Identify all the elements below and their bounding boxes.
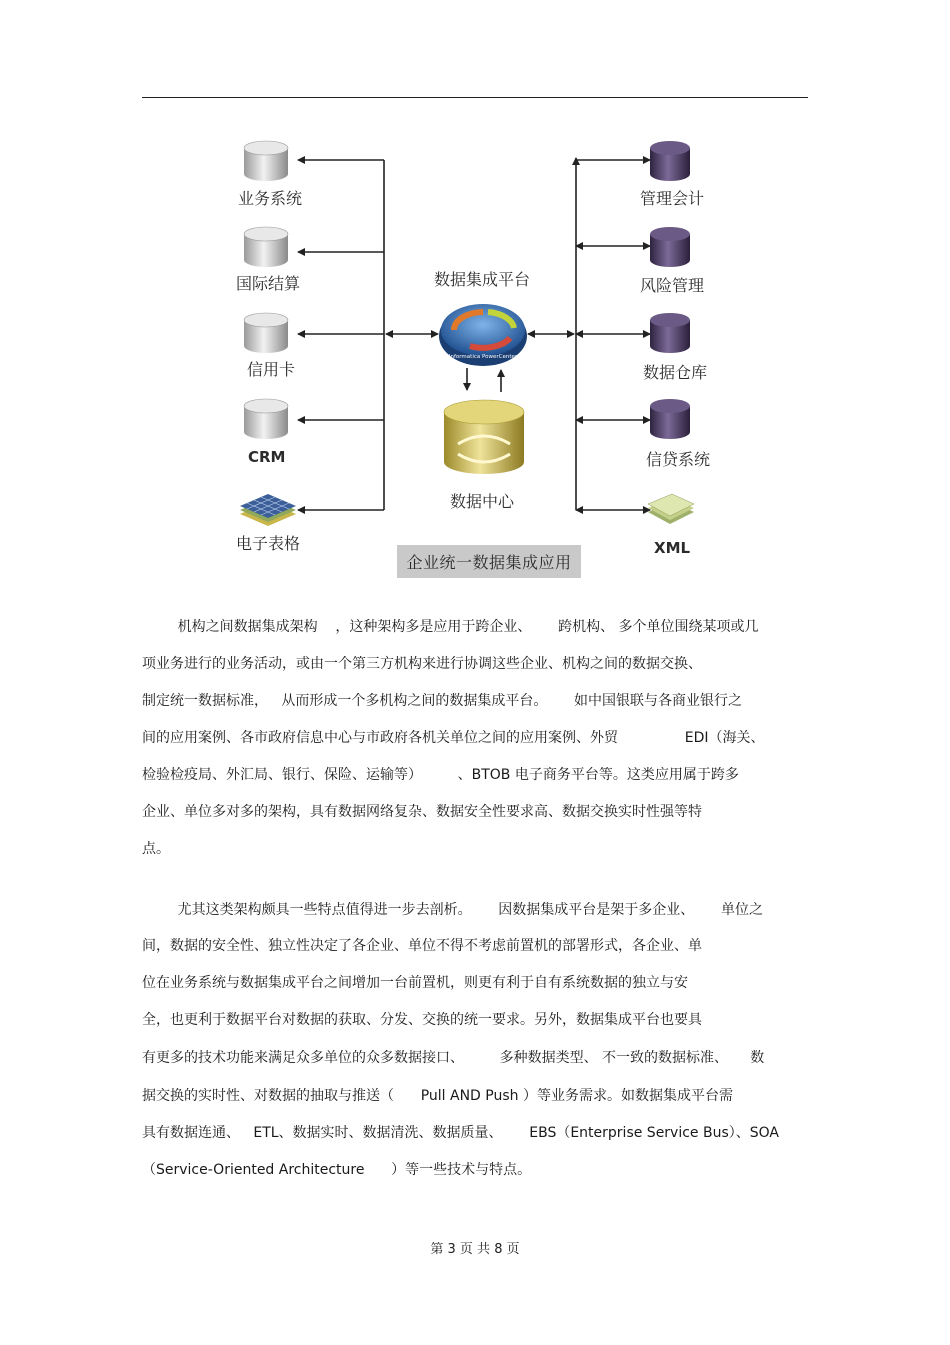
integration-diagram — [0, 0, 950, 600]
label-crm: CRM — [248, 448, 286, 466]
label-integration-platform: 数据集成平台 — [434, 270, 531, 289]
database-icon — [650, 141, 690, 181]
database-icon — [244, 141, 288, 181]
label-spreadsheet: 电子表格 — [236, 534, 301, 553]
paragraph-line: 全，也更利于数据平台对数据的获取、分发、交换的统一要求。另外，数据集成平台也要具 — [142, 1012, 702, 1028]
paragraph-line: 企业、单位多对多的架构，具有数据网络复杂、数据安全性要求高、数据交换实时性强等特 — [142, 804, 702, 820]
spreadsheet-stack-icon — [240, 494, 296, 526]
diagram-caption: 企业统一数据集成应用 — [397, 545, 581, 578]
label-data-warehouse: 数据仓库 — [643, 363, 708, 382]
page-footer: 第 3 页 共 8 页 — [430, 1242, 520, 1257]
paragraph-line: 有更多的技术功能来满足众多单位的众多数据接口、 多种数据类型、 不一致的数据标准、 数 — [142, 1050, 765, 1066]
label-risk-mgmt: 风险管理 — [640, 276, 705, 295]
paragraph-line: 具有数据连通、 ETL、数据实时、数据清洗、数据质量、 EBS（Enterprise Service Bus）、SOA — [142, 1125, 780, 1141]
svg-text:Informatica PowerCenter: Informatica PowerCenter — [448, 354, 518, 360]
paragraph-line: 据交换的实时性、对数据的抽取与推送（ Pull AND Push ）等业务需求。如数据集成平台需 — [142, 1088, 733, 1104]
database-icon — [244, 399, 288, 439]
paragraph-line: 制定统一数据标准， 从而形成一个多机构之间的数据集成平台。 如中国银联与各商业银行之 — [142, 693, 743, 709]
paragraph-line: 尤其这类架构颇具一些特点值得进一步去剖析。 因数据集成平台是架于多企业、 单位之 — [142, 902, 764, 918]
paragraph-line: 项业务进行的业务活动，或由一个第三方机构来进行协调这些企业、机构之间的数据交换、 — [142, 656, 702, 672]
paragraph-line: 检验检疫局、外汇局、银行、保险、运输等） 、BTOB 电子商务平台等。这类应用属于跨多 — [142, 767, 739, 783]
data-center-icon — [444, 400, 524, 474]
label-mgmt-accounting: 管理会计 — [640, 189, 705, 208]
integration-platform-icon — [439, 304, 527, 366]
label-business-system: 业务系统 — [238, 189, 303, 208]
paragraph-line: 点。 — [142, 841, 170, 857]
label-intl-settlement: 国际结算 — [236, 274, 301, 293]
database-icon — [650, 399, 690, 439]
label-credit-card: 信用卡 — [247, 360, 296, 379]
label-xml: XML — [654, 539, 691, 557]
paragraph-line: 间的应用案例、各市政府信息中心与市政府各机关单位之间的应用案例、外贸 EDI（海关、 — [142, 730, 765, 746]
label-data-center: 数据中心 — [450, 492, 515, 511]
database-icon — [244, 313, 288, 353]
database-icon — [650, 227, 690, 267]
database-icon — [244, 227, 288, 267]
database-icon — [650, 313, 690, 353]
paragraph-line: 间，数据的安全性、独立性决定了各企业、单位不得不考虑前置机的部署形式，各企业、单 — [142, 938, 702, 954]
paragraph-line: （Service-Oriented Architecture ）等一些技术与特点。 — [142, 1162, 532, 1178]
document-stack-icon — [648, 494, 694, 524]
paragraph-line: 机构之间数据集成架构 ，这种架构多是应用于跨企业、 跨机构、 多个单位围绕某项或几 — [142, 619, 759, 635]
paragraph-line: 位在业务系统与数据集成平台之间增加一台前置机，则更有利于自有系统数据的独立与安 — [142, 975, 688, 991]
label-credit-system: 信贷系统 — [646, 450, 711, 469]
